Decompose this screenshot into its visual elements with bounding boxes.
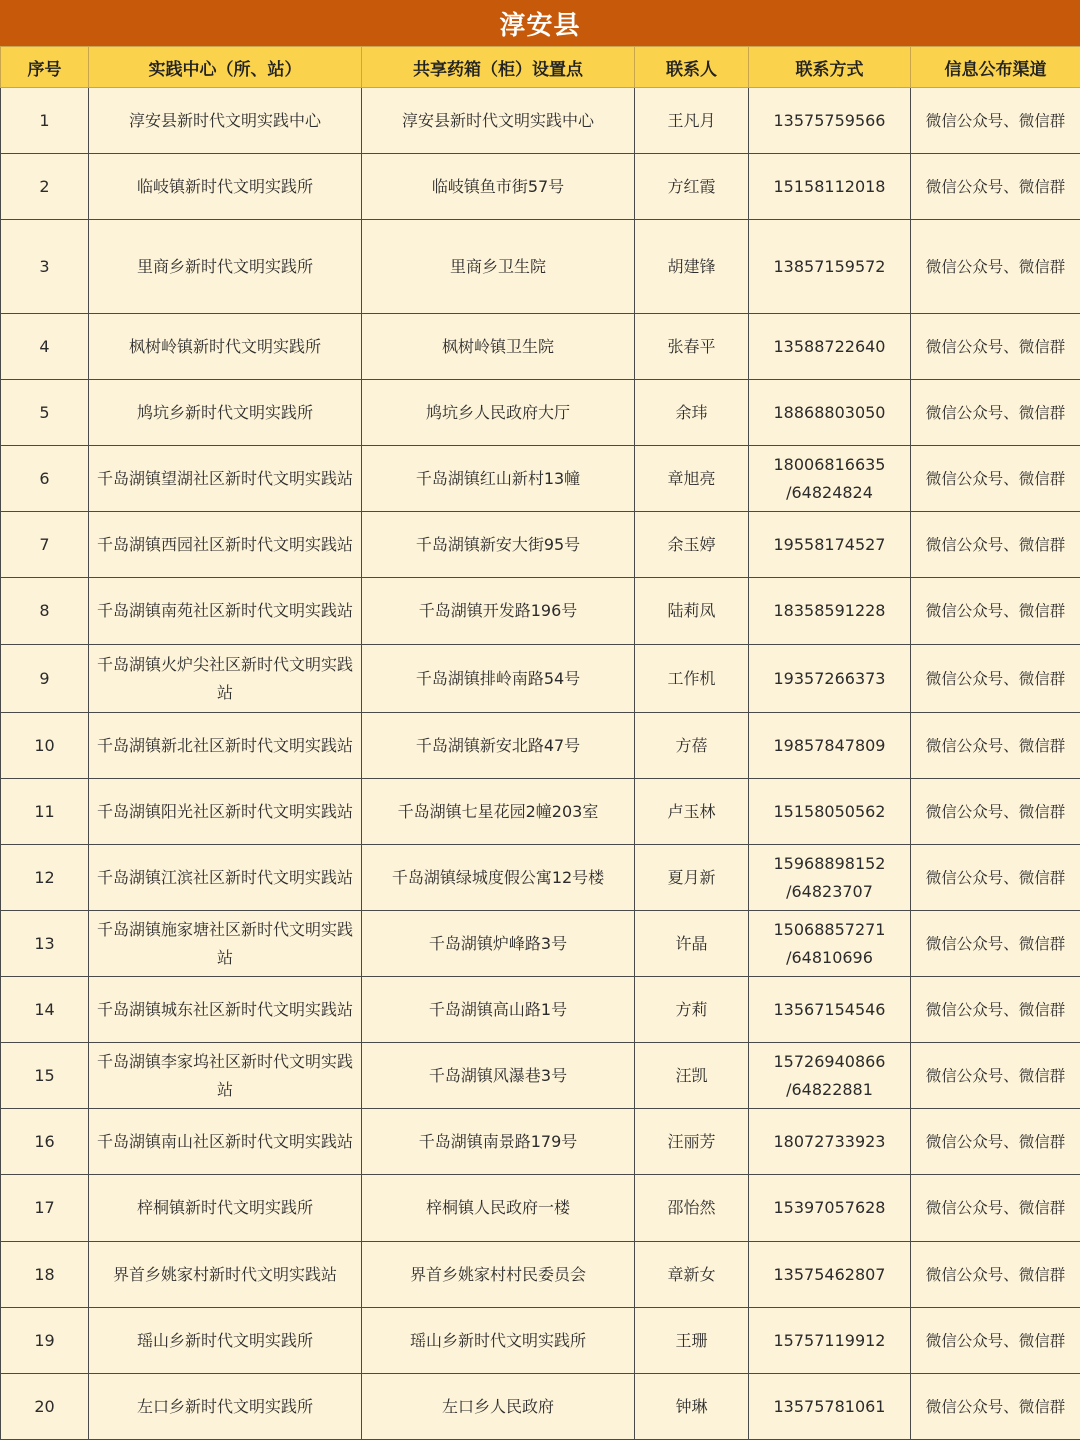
row-no: 19	[1, 1308, 89, 1374]
table-row	[1, 512, 1080, 578]
row-center: 千岛湖镇新北社区新时代文明实践站	[89, 713, 362, 779]
row-contact: 余玮	[635, 380, 749, 446]
row-center: 鸠坑乡新时代文明实践所	[89, 380, 362, 446]
table-row	[1, 446, 1080, 512]
row-no: 6	[1, 446, 89, 512]
row-center: 里商乡新时代文明实践所	[89, 220, 362, 314]
row-phone: 13575781061	[749, 1374, 911, 1440]
row-center: 千岛湖镇阳光社区新时代文明实践站	[89, 779, 362, 845]
table-row	[1, 578, 1080, 645]
row-phone: 18072733923	[749, 1109, 911, 1175]
row-no: 10	[1, 713, 89, 779]
table-row	[1, 1242, 1080, 1308]
row-center: 梓桐镇新时代文明实践所	[89, 1175, 362, 1242]
row-location: 左口乡人民政府	[362, 1374, 635, 1440]
row-phone: 18868803050	[749, 380, 911, 446]
row-phone: 15968898152 /64823707	[749, 845, 911, 911]
row-channel: 微信公众号、微信群	[911, 1109, 1080, 1175]
row-phone: 19558174527	[749, 512, 911, 578]
row-contact: 夏月新	[635, 845, 749, 911]
row-phone: 18358591228	[749, 578, 911, 645]
table-row	[1, 1175, 1080, 1242]
row-contact: 邵怡然	[635, 1175, 749, 1242]
table-row	[1, 645, 1080, 713]
row-location: 瑶山乡新时代文明实践所	[362, 1308, 635, 1374]
row-channel: 微信公众号、微信群	[911, 380, 1080, 446]
table-body	[1, 88, 1080, 1440]
row-channel: 微信公众号、微信群	[911, 446, 1080, 512]
table-row	[1, 1374, 1080, 1440]
row-center: 千岛湖镇火炉尖社区新时代文明实践站	[89, 645, 362, 713]
row-no: 3	[1, 220, 89, 314]
row-location: 鸠坑乡人民政府大厅	[362, 380, 635, 446]
table-row	[1, 713, 1080, 779]
row-no: 15	[1, 1043, 89, 1109]
row-channel: 微信公众号、微信群	[911, 977, 1080, 1043]
row-location: 界首乡姚家村村民委员会	[362, 1242, 635, 1308]
row-contact: 工作机	[635, 645, 749, 713]
row-phone: 15158112018	[749, 154, 911, 220]
row-center: 千岛湖镇南山社区新时代文明实践站	[89, 1109, 362, 1175]
row-center: 枫树岭镇新时代文明实践所	[89, 314, 362, 380]
row-contact: 方红霞	[635, 154, 749, 220]
row-channel: 微信公众号、微信群	[911, 845, 1080, 911]
row-contact: 卢玉林	[635, 779, 749, 845]
row-contact: 方莉	[635, 977, 749, 1043]
row-center: 千岛湖镇望湖社区新时代文明实践站	[89, 446, 362, 512]
table-row	[1, 154, 1080, 220]
row-center: 千岛湖镇李家坞社区新时代文明实践站	[89, 1043, 362, 1109]
row-phone: 19857847809	[749, 713, 911, 779]
row-location: 千岛湖镇新安北路47号	[362, 713, 635, 779]
row-location: 千岛湖镇南景路179号	[362, 1109, 635, 1175]
row-contact: 汪凯	[635, 1043, 749, 1109]
row-phone: 13575462807	[749, 1242, 911, 1308]
row-channel: 微信公众号、微信群	[911, 779, 1080, 845]
row-contact: 张春平	[635, 314, 749, 380]
row-location: 千岛湖镇排岭南路54号	[362, 645, 635, 713]
row-phone: 15726940866 /64822881	[749, 1043, 911, 1109]
header-phone: 联系方式	[749, 47, 911, 88]
row-contact: 许晶	[635, 911, 749, 977]
header-location: 共享药箱（柜）设置点	[362, 47, 635, 88]
row-location: 千岛湖镇高山路1号	[362, 977, 635, 1043]
table-row	[1, 1109, 1080, 1175]
row-channel: 微信公众号、微信群	[911, 713, 1080, 779]
table-row	[1, 977, 1080, 1043]
row-channel: 微信公众号、微信群	[911, 154, 1080, 220]
header-channel: 信息公布渠道	[911, 47, 1080, 88]
row-contact: 胡建锋	[635, 220, 749, 314]
table-row	[1, 779, 1080, 845]
row-no: 16	[1, 1109, 89, 1175]
row-phone: 13575759566	[749, 88, 911, 154]
row-no: 7	[1, 512, 89, 578]
row-no: 14	[1, 977, 89, 1043]
row-phone: 18006816635 /64824824	[749, 446, 911, 512]
page-title: 淳安县	[0, 0, 1080, 46]
row-center: 淳安县新时代文明实践中心	[89, 88, 362, 154]
row-location: 千岛湖镇七星花园2幢203室	[362, 779, 635, 845]
row-center: 千岛湖镇西园社区新时代文明实践站	[89, 512, 362, 578]
row-phone: 15757119912	[749, 1308, 911, 1374]
row-channel: 微信公众号、微信群	[911, 1308, 1080, 1374]
row-location: 千岛湖镇开发路196号	[362, 578, 635, 645]
row-no: 4	[1, 314, 89, 380]
row-center: 千岛湖镇南苑社区新时代文明实践站	[89, 578, 362, 645]
row-location: 枫树岭镇卫生院	[362, 314, 635, 380]
row-location: 千岛湖镇炉峰路3号	[362, 911, 635, 977]
row-center: 瑶山乡新时代文明实践所	[89, 1308, 362, 1374]
row-no: 9	[1, 645, 89, 713]
table-row	[1, 88, 1080, 154]
row-center: 左口乡新时代文明实践所	[89, 1374, 362, 1440]
row-contact: 汪丽芳	[635, 1109, 749, 1175]
table-row	[1, 845, 1080, 911]
row-phone: 13588722640	[749, 314, 911, 380]
row-no: 1	[1, 88, 89, 154]
row-contact: 陆莉凤	[635, 578, 749, 645]
row-no: 11	[1, 779, 89, 845]
row-location: 千岛湖镇风瀑巷3号	[362, 1043, 635, 1109]
table-header-row	[1, 47, 1080, 88]
row-contact: 余玉婷	[635, 512, 749, 578]
row-channel: 微信公众号、微信群	[911, 220, 1080, 314]
row-channel: 微信公众号、微信群	[911, 1043, 1080, 1109]
row-no: 8	[1, 578, 89, 645]
row-channel: 微信公众号、微信群	[911, 578, 1080, 645]
table-row	[1, 911, 1080, 977]
row-phone: 19357266373	[749, 645, 911, 713]
row-no: 2	[1, 154, 89, 220]
row-center: 临岐镇新时代文明实践所	[89, 154, 362, 220]
table-row	[1, 380, 1080, 446]
row-channel: 微信公众号、微信群	[911, 911, 1080, 977]
row-phone: 15397057628	[749, 1175, 911, 1242]
row-location: 千岛湖镇新安大街95号	[362, 512, 635, 578]
row-channel: 微信公众号、微信群	[911, 314, 1080, 380]
row-location: 临岐镇鱼市街57号	[362, 154, 635, 220]
row-no: 20	[1, 1374, 89, 1440]
row-location: 淳安县新时代文明实践中心	[362, 88, 635, 154]
row-phone: 13857159572	[749, 220, 911, 314]
row-center: 千岛湖镇江滨社区新时代文明实践站	[89, 845, 362, 911]
row-phone: 15158050562	[749, 779, 911, 845]
row-contact: 王凡月	[635, 88, 749, 154]
row-location: 梓桐镇人民政府一楼	[362, 1175, 635, 1242]
table-row	[1, 220, 1080, 314]
row-channel: 微信公众号、微信群	[911, 88, 1080, 154]
row-no: 17	[1, 1175, 89, 1242]
row-contact: 钟琳	[635, 1374, 749, 1440]
row-center: 千岛湖镇城东社区新时代文明实践站	[89, 977, 362, 1043]
table-row	[1, 1308, 1080, 1374]
row-contact: 方蓓	[635, 713, 749, 779]
row-channel: 微信公众号、微信群	[911, 645, 1080, 713]
row-contact: 王珊	[635, 1308, 749, 1374]
row-phone: 15068857271 /64810696	[749, 911, 911, 977]
row-no: 12	[1, 845, 89, 911]
row-channel: 微信公众号、微信群	[911, 1374, 1080, 1440]
row-location: 里商乡卫生院	[362, 220, 635, 314]
header-center: 实践中心（所、站）	[89, 47, 362, 88]
table-row	[1, 1043, 1080, 1109]
row-no: 5	[1, 380, 89, 446]
row-contact: 章新女	[635, 1242, 749, 1308]
row-channel: 微信公众号、微信群	[911, 1242, 1080, 1308]
header-contact: 联系人	[635, 47, 749, 88]
row-phone: 13567154546	[749, 977, 911, 1043]
table-row	[1, 314, 1080, 380]
row-center: 界首乡姚家村新时代文明实践站	[89, 1242, 362, 1308]
row-location: 千岛湖镇红山新村13幢	[362, 446, 635, 512]
pharmacy-table	[0, 46, 1080, 1440]
row-center: 千岛湖镇施家塘社区新时代文明实践站	[89, 911, 362, 977]
row-location: 千岛湖镇绿城度假公寓12号楼	[362, 845, 635, 911]
row-contact: 章旭亮	[635, 446, 749, 512]
row-no: 18	[1, 1242, 89, 1308]
row-channel: 微信公众号、微信群	[911, 1175, 1080, 1242]
row-no: 13	[1, 911, 89, 977]
header-no: 序号	[1, 47, 89, 88]
row-channel: 微信公众号、微信群	[911, 512, 1080, 578]
